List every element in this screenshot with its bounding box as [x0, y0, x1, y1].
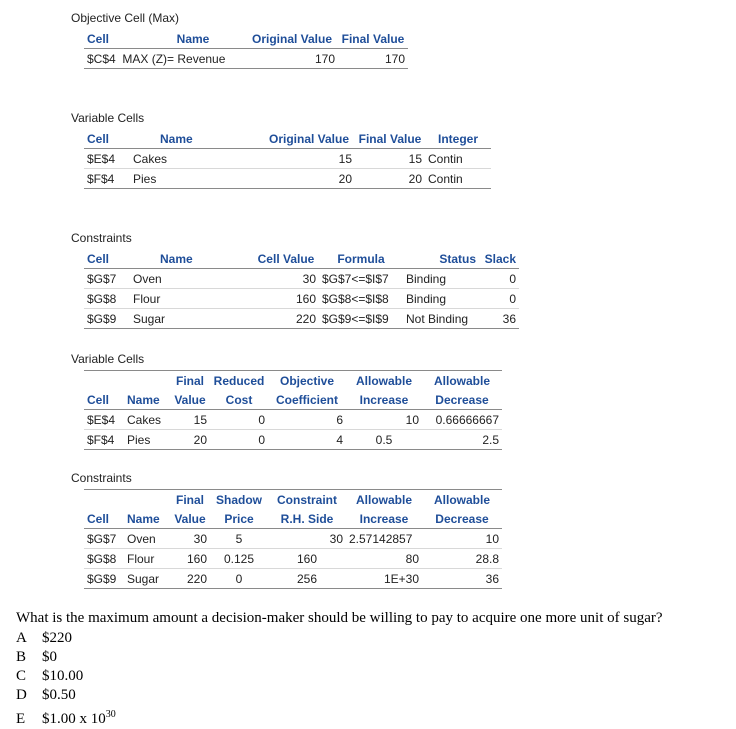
- col-header: Increase: [346, 390, 422, 410]
- col-header: Price: [210, 509, 268, 529]
- table-row: $E$4 Cakes 15 15 Contin: [84, 149, 491, 169]
- sens-variables-section-title: Variable Cells: [71, 352, 145, 366]
- col-header: Cell: [84, 29, 140, 49]
- objective-section-title: Objective Cell (Max): [71, 11, 180, 25]
- table-row: $F$4 Pies 20 0 4 0.5 2.5: [84, 430, 502, 450]
- col-header: Name: [124, 390, 170, 410]
- col-header: Formula: [319, 249, 403, 269]
- variables-table: [84, 129, 491, 189]
- table-row: $C$4 MAX (Z)= Revenue 170 170: [84, 49, 408, 69]
- col-header: Final Value: [338, 29, 408, 49]
- table-row: $G$8 Flour 160 0.125 160 80 28.8: [84, 549, 502, 569]
- question-text: What is the maximum amount a decision-maker should be willing to pay to acquire one more unit of sugar?: [16, 610, 663, 626]
- col-header: Original Value: [263, 129, 355, 149]
- table-row: $G$9 Sugar 220 $G$9<=$I$9 Not Binding 36: [84, 309, 519, 329]
- col-header: Cell Value: [253, 249, 319, 269]
- col-header: Cell: [84, 390, 124, 410]
- sens-constraints-section-title: Constraints: [71, 471, 132, 485]
- col-header: Allowable: [422, 490, 502, 510]
- col-header: Allowable: [422, 371, 502, 391]
- col-header: Value: [170, 509, 210, 529]
- col-header: Status: [403, 249, 479, 269]
- col-header: Name: [124, 509, 170, 529]
- col-header: Final: [170, 371, 210, 391]
- col-header: Final Value: [355, 129, 425, 149]
- col-header: Cell: [84, 129, 130, 149]
- col-header: Constraint: [268, 490, 346, 510]
- col-header: Name: [130, 249, 253, 269]
- table-row: $G$7 Oven 30 5 30 2.57142857 10: [84, 529, 502, 549]
- table-row: $G$8 Flour 160 $G$8<=$I$8 Binding 0: [84, 289, 519, 309]
- col-header: Allowable: [346, 371, 422, 391]
- option-a[interactable]: A $220: [16, 630, 72, 646]
- col-header: Coefficient: [268, 390, 346, 410]
- option-d[interactable]: D $0.50: [16, 687, 76, 703]
- col-header: Final: [170, 490, 210, 510]
- col-header: Slack: [479, 249, 519, 269]
- col-header: R.H. Side: [268, 509, 346, 529]
- col-header: Name: [130, 129, 263, 149]
- sens-variables-table: [84, 370, 502, 450]
- col-header: Integer: [425, 129, 491, 149]
- option-b[interactable]: B $0: [16, 649, 57, 665]
- exponent: 30: [105, 709, 116, 720]
- option-c[interactable]: C $10.00: [16, 668, 84, 684]
- col-header: Cell: [84, 509, 124, 529]
- variables-section-title: Variable Cells: [71, 111, 145, 125]
- col-header: Decrease: [422, 390, 502, 410]
- col-header: Objective: [268, 371, 346, 391]
- answer-options: [16, 629, 116, 727]
- col-header: Name: [140, 29, 246, 49]
- col-header: Original Value: [246, 29, 338, 49]
- sens-constraints-table: [84, 489, 502, 589]
- objective-table: [84, 29, 408, 69]
- table-row: $F$4 Pies 20 20 Contin: [84, 169, 491, 189]
- col-header: Decrease: [422, 509, 502, 529]
- table-row: $E$4 Cakes 15 0 6 10 0.66666667: [84, 410, 502, 430]
- col-header: Value: [170, 390, 210, 410]
- constraints-section-title: Constraints: [71, 231, 132, 245]
- col-header: Increase: [346, 509, 422, 529]
- option-e[interactable]: E $1.00 x $10^{30}$: [16, 709, 116, 727]
- constraints-table: [84, 249, 519, 329]
- col-header: Cost: [210, 390, 268, 410]
- table-row: $G$7 Oven 30 $G$7<=$I$7 Binding 0: [84, 269, 519, 289]
- col-header: Allowable: [346, 490, 422, 510]
- table-row: $G$9 Sugar 220 0 256 1E+30 36: [84, 569, 502, 589]
- col-header: Reduced: [210, 371, 268, 391]
- col-header: Cell: [84, 249, 130, 269]
- col-header: Shadow: [210, 490, 268, 510]
